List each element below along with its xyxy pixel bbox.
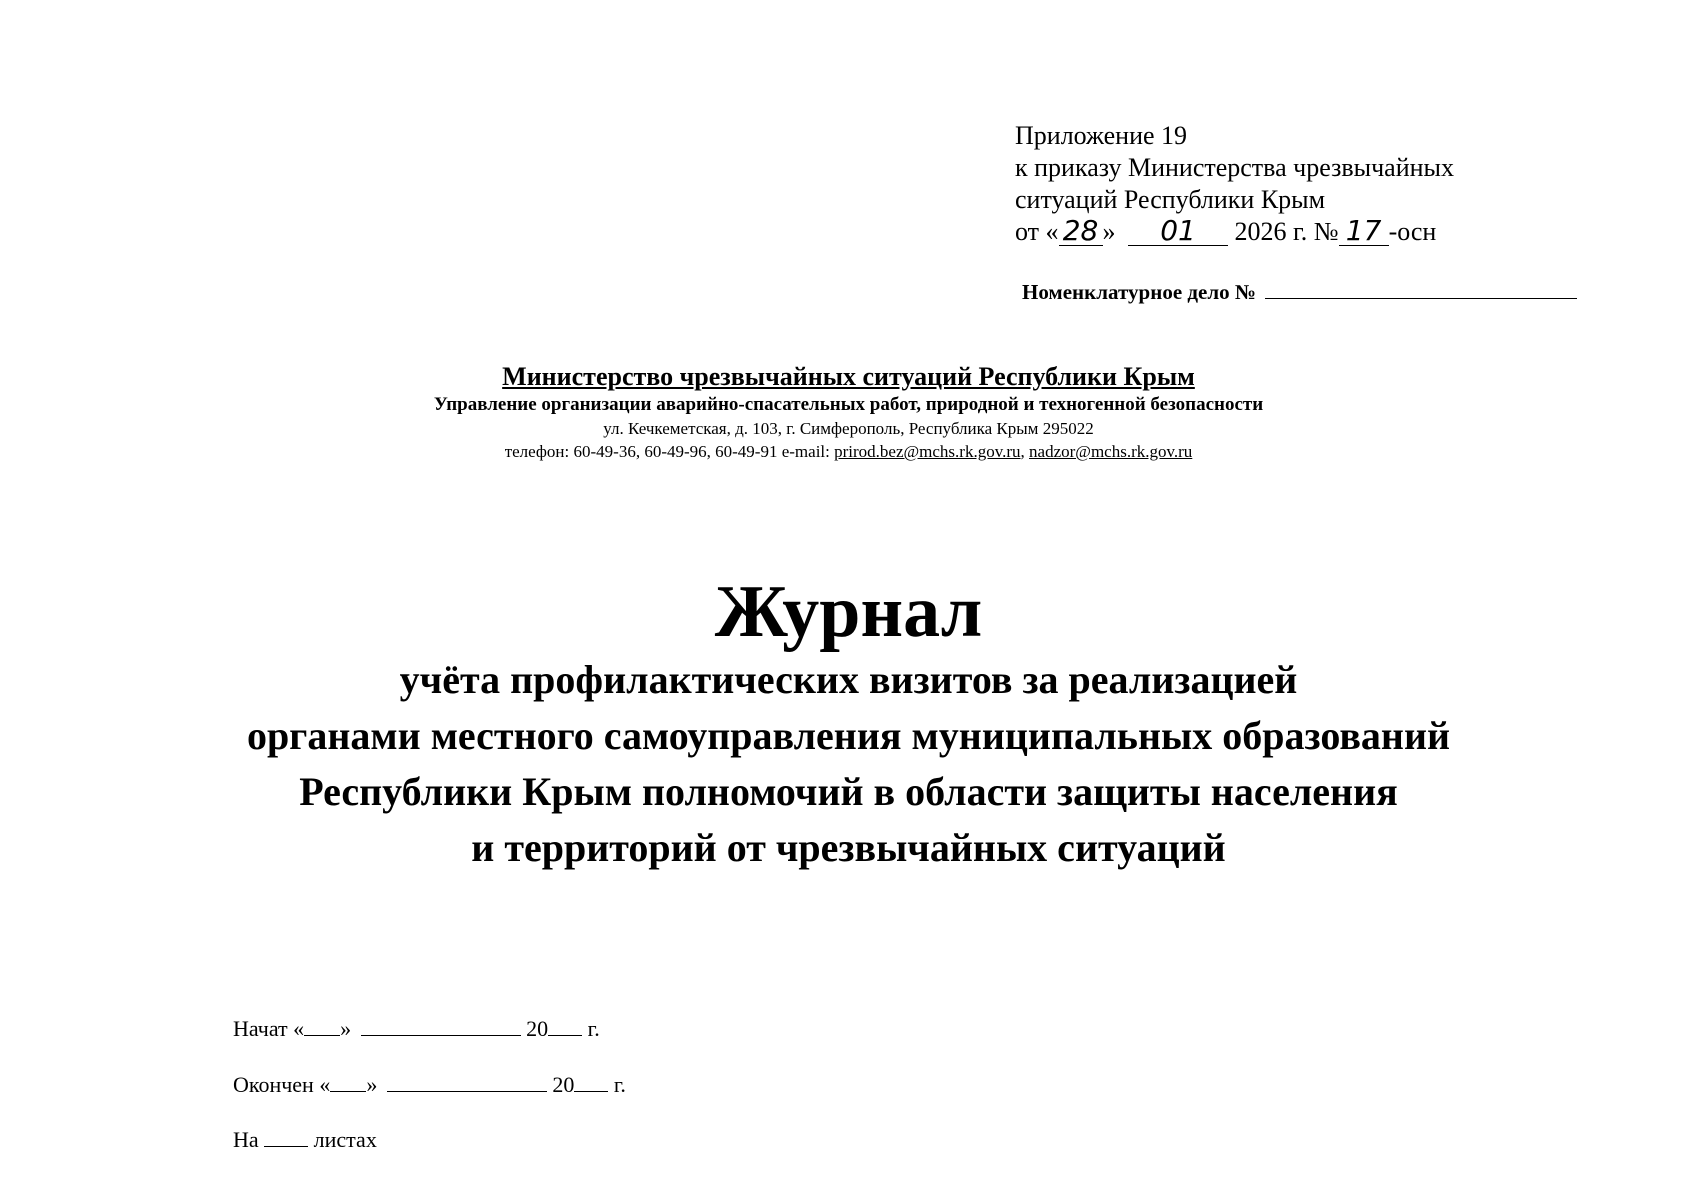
email-separator: , <box>1020 442 1030 461</box>
journal-title: Журнал <box>714 571 983 653</box>
subtitle-line-3: Республики Крым полномочий в области защиты населения <box>299 769 1398 814</box>
ended-quote-close: » <box>366 1072 378 1097</box>
pages-count-blank <box>264 1124 308 1147</box>
date-month-handwritten: 01 <box>1128 217 1228 246</box>
started-month-blank <box>361 1013 521 1036</box>
date-year: 2026 г. № <box>1234 217 1339 246</box>
ended-year-suffix: г. <box>613 1072 626 1097</box>
pages-suffix: листах <box>313 1127 377 1152</box>
ended-line <box>233 1069 626 1098</box>
organization-name: Министерство чрезвычайных ситуаций Республики Крым <box>502 362 1195 391</box>
ended-year-prefix: 20 <box>552 1072 575 1097</box>
appendix-line-2: к приказу Министерства чрезвычайных <box>1015 153 1455 182</box>
ended-day-blank <box>330 1069 366 1092</box>
started-day-blank <box>304 1013 340 1036</box>
ended-month-blank <box>387 1069 547 1092</box>
pages-line <box>233 1124 377 1153</box>
email-link-1[interactable]: prirod.bez@mchs.rk.gov.ru <box>834 442 1021 461</box>
order-number-handwritten: 17 <box>1339 217 1389 246</box>
nomenclature-blank <box>1265 276 1577 299</box>
subtitle-line-4: и территорий от чрезвычайных ситуаций <box>471 825 1226 870</box>
date-prefix: от « <box>1015 217 1059 246</box>
appendix-line-3: ситуаций Республики Крым <box>1015 185 1326 214</box>
subtitle-line-2: органами местного самоуправления муниципальных образований <box>246 713 1451 758</box>
organization-address: ул. Кечкеметская, д. 103, г. Симферополь, Республика Крым 295022 <box>603 419 1094 438</box>
nomenclature-line <box>1022 276 1577 305</box>
started-year-suffix: г. <box>587 1016 600 1041</box>
started-year-prefix: 20 <box>526 1016 549 1041</box>
email-link-2[interactable]: nadzor@mchs.rk.gov.ru <box>1029 442 1193 461</box>
order-suffix: -осн <box>1388 217 1437 246</box>
journal-subtitle <box>0 652 1697 876</box>
phone-text: телефон: 60-49-36, 60-49-96, 60-49-91 e-mail: <box>504 442 835 461</box>
date-day-handwritten: 28 <box>1059 217 1103 246</box>
appendix-date-line <box>1015 216 1454 248</box>
started-year-blank <box>548 1013 582 1036</box>
ended-year-blank <box>574 1069 608 1092</box>
started-quote-close: » <box>340 1016 352 1041</box>
appendix-line-1: Приложение 19 <box>1015 121 1188 150</box>
started-label: Начат « <box>233 1016 305 1041</box>
started-line <box>233 1013 600 1042</box>
organization-contacts <box>0 442 1697 462</box>
appendix-block <box>1015 120 1454 248</box>
pages-label: На <box>233 1127 259 1152</box>
nomenclature-label: Номенклатурное дело № <box>1022 280 1256 304</box>
organization-department: Управление организации аварийно-спасательных работ, природной и техногенной безопасности <box>433 394 1264 415</box>
subtitle-line-1: учёта профилактических визитов за реализацией <box>399 657 1298 702</box>
ended-label: Окончен « <box>233 1072 331 1097</box>
date-quote-close: » <box>1102 217 1116 246</box>
